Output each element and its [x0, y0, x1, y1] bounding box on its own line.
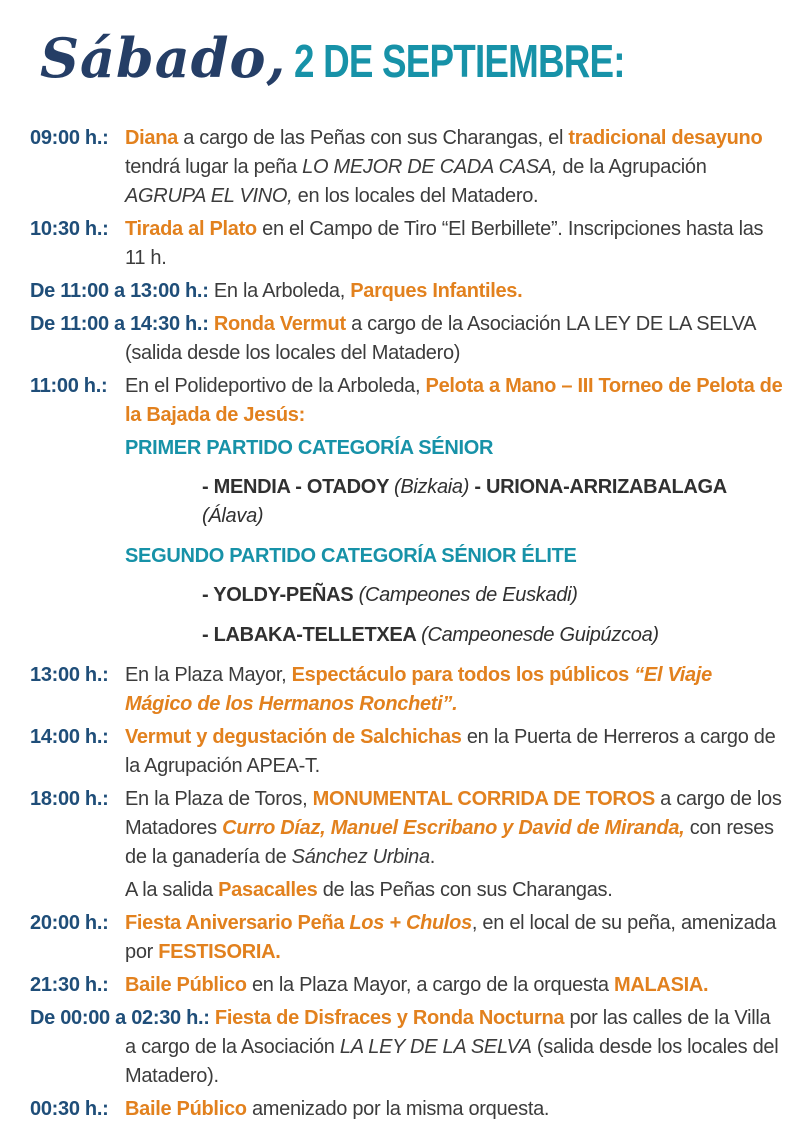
text-segment: En la Arboleda,: [213, 280, 351, 302]
text-segment: en los locales del Matadero.: [292, 185, 539, 207]
text-segment: LA LEY DE LA SELVA: [339, 1036, 532, 1058]
text-segment: Pasacalles: [218, 879, 318, 901]
text-segment: - URIONA-ARRIZABALAGA: [469, 476, 727, 498]
text-segment: - LABAKA-TELLETXEA: [202, 624, 422, 646]
text-segment: a cargo de los Matadores: [125, 788, 782, 839]
schedule-entry: [30, 661, 783, 719]
text-segment: Sánchez Urbina: [291, 846, 430, 868]
text-segment: Pelota a Mano – III Torneo de Pelota de la Bajada de Jesús:: [125, 375, 783, 426]
entry-body: [30, 310, 783, 368]
text-segment: Baile Público: [125, 1098, 247, 1120]
time-label: 18:00 h.:: [30, 788, 109, 810]
text-segment: , en el local de su peña, amenizada por: [125, 912, 777, 963]
text-segment: .: [429, 846, 436, 868]
text-segment: MONUMENTAL CORRIDA DE TOROS: [312, 788, 655, 810]
text-segment: En el Polideportivo de la Arboleda,: [125, 375, 426, 397]
text-segment: en la Plaza Mayor, a cargo de la orquesta: [246, 974, 615, 996]
schedule-list: [30, 124, 783, 1124]
text-segment: Los + Chulos: [349, 912, 472, 934]
text-segment: A la salida: [125, 879, 219, 901]
text-segment: tendrá lugar la peña: [125, 156, 303, 178]
text-segment: a cargo de la Asociación LA LEY DE LA SELVA (salida desde los locales del Matadero): [125, 313, 756, 364]
text-segment: - MENDIA - OTADOY: [202, 476, 395, 498]
text-segment: Parques Infantiles.: [350, 280, 523, 302]
entry-body: [125, 124, 783, 211]
page-title: [30, 26, 783, 90]
time-label: 13:00 h.:: [30, 664, 109, 686]
text-segment: Fiesta Aniversario Peña: [125, 912, 350, 934]
schedule-entry: [30, 785, 783, 872]
day-name: Sábado,: [40, 26, 287, 90]
time-label: De 11:00 a 13:00 h.:: [30, 280, 209, 302]
text-segment: LO MEJOR DE CADA CASA,: [302, 156, 558, 178]
schedule-entry: [30, 124, 783, 211]
schedule-entry: [30, 277, 783, 306]
text-segment: FESTISORIA.: [158, 941, 281, 963]
schedule-entry: [30, 876, 783, 905]
text-segment: (salida desde los locales del Matadero).: [125, 1036, 779, 1087]
text-segment: (Campeones de Euskadi): [358, 584, 578, 606]
text-segment: “El Viaje Mágico de los Hermanos Roncheti”.: [125, 664, 712, 715]
text-segment: de las Peñas con sus Charangas.: [317, 879, 613, 901]
schedule-entry: [30, 1004, 783, 1091]
text-segment: (Álava): [202, 505, 264, 527]
text-segment: Tirada al Plato: [125, 218, 257, 240]
text-segment: En la Plaza de Toros,: [125, 788, 313, 810]
schedule-entry: [30, 723, 783, 781]
entry-body: [30, 277, 783, 306]
time-label: 20:00 h.:: [30, 912, 109, 934]
text-segment: tradicional desayuno: [568, 127, 763, 149]
text-segment: En la Plaza Mayor,: [125, 664, 292, 686]
text-segment: (Bizkaia): [394, 476, 470, 498]
time-label: 14:00 h.:: [30, 726, 109, 748]
text-segment: Curro Díaz, Manuel Escribano y David de Miranda,: [222, 817, 685, 839]
entry-body: [125, 785, 783, 872]
schedule-entry: [30, 310, 783, 368]
match-line: [202, 473, 783, 531]
time-label: [30, 876, 125, 905]
text-segment: de la Agrupación: [557, 156, 707, 178]
entry-body: [125, 876, 783, 905]
text-segment: Diana: [125, 127, 178, 149]
schedule-entry: [30, 971, 783, 1000]
match-line: [202, 581, 783, 610]
text-segment: por las calles de la Villa a cargo de la Asociación: [125, 1007, 771, 1058]
time-label: 10:30 h.:: [30, 218, 109, 240]
text-segment: (Campeonesde Guipúzcoa): [421, 624, 659, 646]
schedule-entry: [30, 909, 783, 967]
text-segment: Ronda Vermut: [213, 313, 346, 335]
text-segment: Vermut y degustación de Salchichas: [125, 726, 462, 748]
text-segment: Fiesta de Disfraces y Ronda Nocturna: [214, 1007, 565, 1029]
schedule-entry: [30, 1095, 783, 1124]
date-heading: 2 DE SEPTIEMBRE:: [294, 35, 626, 87]
time-label: 09:00 h.:: [30, 127, 109, 149]
section-heading: SEGUNDO PARTIDO CATEGORÍA SÉNIOR ÉLITE: [125, 545, 577, 567]
text-segment: Espectáculo para todos los públicos: [291, 664, 635, 686]
text-segment: AGRUPA EL VINO,: [125, 185, 293, 207]
text-segment: a cargo de las Peñas con sus Charangas, el: [177, 127, 569, 149]
text-segment: en la Puerta de Herreros a cargo de la Agrupación APEA-T.: [125, 726, 776, 777]
entry-body: [125, 723, 783, 781]
time-label: De 11:00 a 14:30 h.:: [30, 313, 209, 335]
schedule-entry: [30, 372, 783, 430]
text-segment: en el Campo de Tiro “El Berbillete”. Inscripciones hasta las 11 h.: [125, 218, 764, 269]
time-label: 00:30 h.:: [30, 1098, 109, 1120]
time-label: 11:00 h.:: [30, 375, 108, 397]
entry-body: [125, 661, 783, 719]
text-segment: Baile Público: [125, 974, 247, 996]
match-line: [202, 621, 783, 650]
section-heading: PRIMER PARTIDO CATEGORÍA SÉNIOR: [125, 437, 494, 459]
time-label: De 00:00 a 02:30 h.:: [30, 1007, 210, 1029]
time-label: 21:30 h.:: [30, 974, 109, 996]
text-segment: amenizado por la misma orquesta.: [246, 1098, 550, 1120]
entry-body: [125, 1095, 783, 1124]
entry-body: [125, 971, 783, 1000]
text-segment: con reses de la ganadería de: [125, 817, 774, 868]
entry-body: [30, 1004, 783, 1091]
entry-body: [125, 909, 783, 967]
schedule-entry: [30, 215, 783, 273]
entry-body: [125, 372, 783, 430]
text-segment: MALASIA.: [614, 974, 709, 996]
text-segment: - YOLDY-PEÑAS: [202, 584, 359, 606]
entry-body: [125, 215, 783, 273]
